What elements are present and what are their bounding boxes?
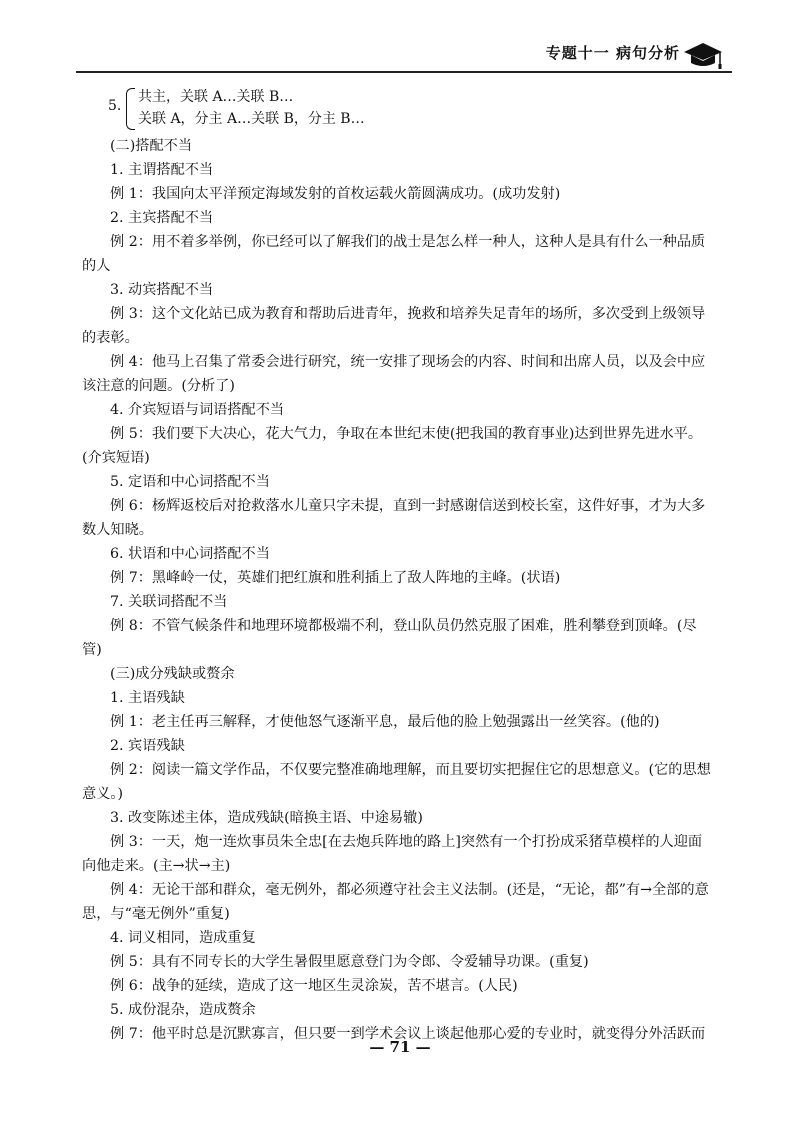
- text-line: 例 7：黑峰岭一仗，英雄们把红旗和胜利插上了敌人阵地的主峰。(状语): [110, 570, 561, 586]
- graduation-cap-icon: [682, 38, 724, 70]
- text-line: 例 5：我们要下大决心，花大气力，争取在本世纪末使(把我国的教育事业)达到世界先进水平。: [110, 426, 703, 442]
- text-line: 的人: [82, 258, 111, 274]
- chapter-title: 专题十一 病句分析: [545, 44, 680, 62]
- text-line: 例 8：不管气候条件和地理环境都极端不利，登山队员仍然克服了困难，胜利攀登到顶峰。(尽: [110, 618, 697, 634]
- text-line: 的表彰。: [82, 330, 139, 346]
- curly-brace: [126, 88, 135, 130]
- text-line: 4. 词义相同，造成重复: [110, 930, 256, 946]
- text-line: 管): [82, 642, 102, 658]
- text-line: (三)成分残缺或赘余: [110, 666, 235, 682]
- text-line: 例 3：这个文化站已成为教育和帮助后进青年，挽救和培养失足青年的场所，多次受到上级领导: [110, 306, 706, 322]
- text-line: 例 1：老主任再三解释，才使他怒气逐渐平息，最后他的脸上勉强露出一丝笑容。(他的): [110, 714, 660, 730]
- text-line: 例 6：战争的延续，造成了这一地区生灵涂炭，苦不堪言。(人民): [110, 978, 518, 994]
- brace-line-1: 共主，关联 A…关联 B…: [138, 89, 294, 105]
- text-line: 例 3：一天，炮一连炊事员朱全忠[在去炮兵阵地的路上]突然有一个打扮成采猪草模样的人迎面: [110, 834, 703, 850]
- text-line: 例 2：阅读一篇文学作品，不仅要完整准确地理解，而且要切实把握住它的思想意义。(它的思想: [110, 762, 711, 778]
- text-line: 5. 成份混杂，造成赘余: [110, 1002, 256, 1018]
- header-rule: [76, 71, 732, 73]
- text-line: 该注意的问题。(分析了): [82, 378, 235, 394]
- text-line: 例 2：用不着多举例，你已经可以了解我们的战士是怎么样一种人，这种人是具有什么一种品质: [110, 234, 706, 250]
- text-line: 1. 主语残缺: [110, 690, 185, 706]
- item-5-number: 5.: [108, 98, 122, 114]
- text-line: 3. 动宾搭配不当: [110, 282, 214, 298]
- text-line: 例 4：他马上召集了常委会进行研究，统一安排了现场会的内容、时间和出席人员，以及会中应: [110, 354, 706, 370]
- text-line: 思，与“毫无例外”重复): [82, 906, 230, 922]
- text-line: 例 5：具有不同专长的大学生暑假里愿意登门为令郎、令爱辅导功课。(重复): [110, 954, 589, 970]
- text-line: 2. 宾语残缺: [110, 738, 185, 754]
- text-line: (介宾短语): [82, 450, 150, 466]
- text-line: 5. 定语和中心词搭配不当: [110, 474, 270, 490]
- text-line: 意义。): [82, 786, 123, 802]
- text-line: 数人知晓。: [82, 522, 153, 538]
- brace-line-2: 关联 A，分主 A…关联 B，分主 B…: [138, 111, 365, 127]
- text-line: 2. 主宾搭配不当: [110, 210, 214, 226]
- text-line: 向他走来。(主→状→主): [82, 858, 231, 874]
- text-line: 4. 介宾短语与词语搭配不当: [110, 402, 285, 418]
- text-line: 3. 改变陈述主体，造成残缺(暗换主语、中途易辙): [110, 810, 423, 826]
- text-line: 例 7：他平时总是沉默寡言，但只要一到学术会议上谈起他那心爱的专业时，就变得分外活跃而: [110, 1026, 706, 1042]
- text-line: (二)搭配不当: [110, 138, 193, 154]
- page-header: [0, 38, 732, 72]
- text-line: 7. 关联词搭配不当: [110, 594, 228, 610]
- body-text: [82, 134, 732, 1046]
- text-line: 1. 主谓搭配不当: [110, 162, 214, 178]
- text-line: 例 1：我国向太平洋预定海域发射的首枚运载火箭圆满成功。(成功发射): [110, 186, 561, 202]
- text-line: 例 4：无论干部和群众，毫无例外，都必须遵守社会主义法制。(还是，“无论，都”有→全部的意: [110, 882, 709, 898]
- page-number: — 71 —: [369, 1038, 431, 1056]
- text-line: 6. 状语和中心词搭配不当: [110, 546, 270, 562]
- text-line: 例 6：杨辉返校后对抢救落水儿童只字未提，直到一封感谢信送到校长室，这件好事，才为大多: [110, 498, 706, 514]
